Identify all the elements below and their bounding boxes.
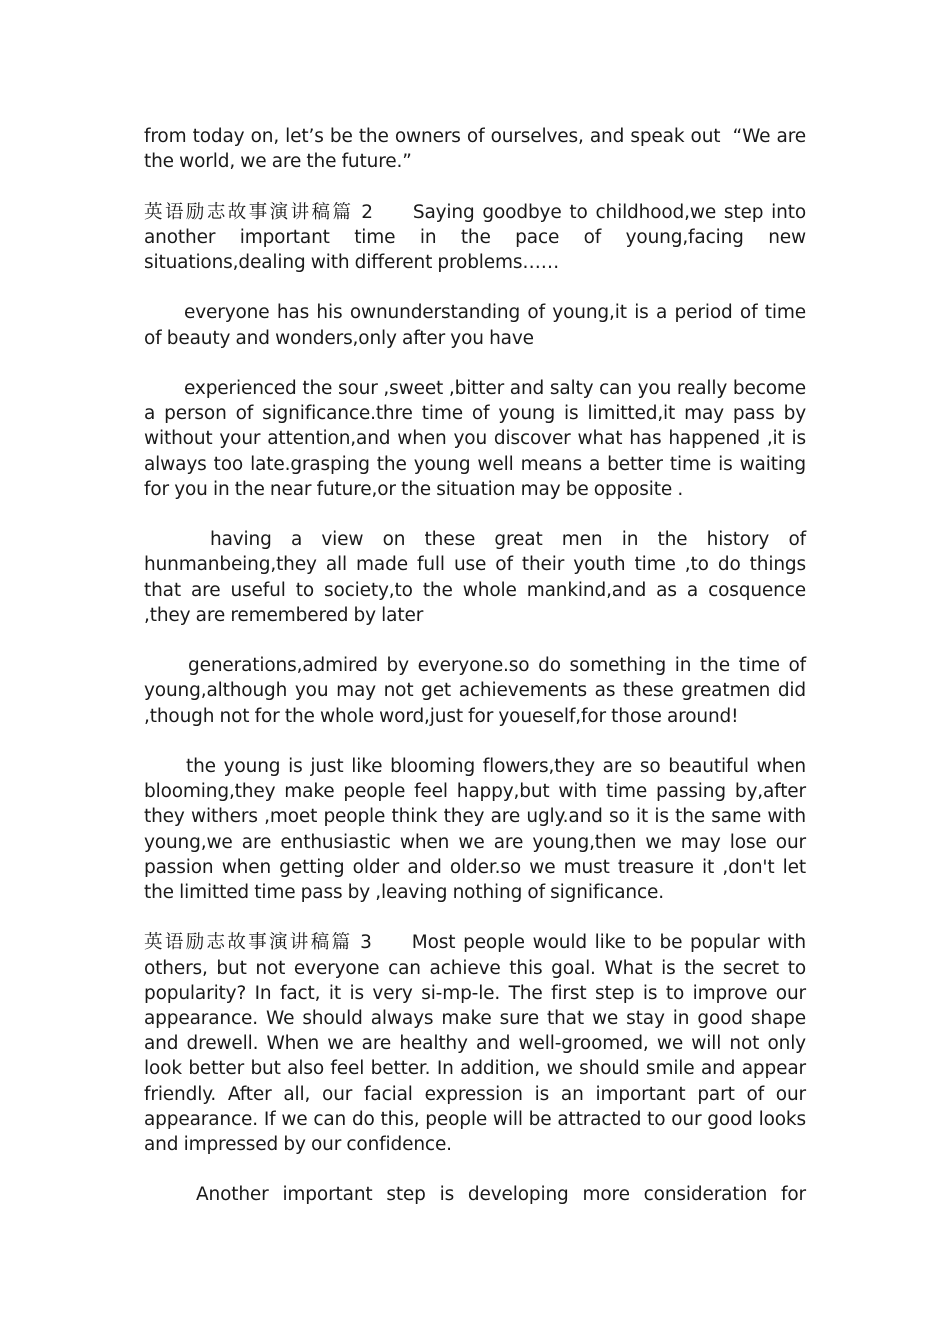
paragraph-7 — [144, 754, 806, 905]
paragraph-6 — [144, 653, 806, 729]
section-heading-2: 英语励志故事演讲稿篇 2 — [144, 201, 373, 223]
paragraph-text: generations,admired by everyone.so do something in the time of young,although you may not get achievements as these greatmen did ,though not for the whole word,just for youeself,for those around! — [144, 655, 806, 727]
paragraph-5 — [144, 527, 806, 628]
section-heading-3: 英语励志故事演讲稿篇 3 — [144, 932, 372, 954]
paragraph-text: Another important step is developing more consideration for — [196, 1184, 806, 1206]
document-page — [144, 124, 806, 1208]
paragraph-text: the young is just like blooming flowers,they are so beautiful when blooming,they make people feel happy,but with time passing by,after they withers ,moet people think they are ugly.and so it is the same with young,we are enthusiastic when we are young,then we may lose our passion when getting older and older.so we must treasure it ,don't let the limitted time pass by ,leaving nothing of significance. — [144, 755, 806, 903]
paragraph-text: experienced the sour ,sweet ,bitter and salty can you really become a person of significance.thre time of young is limitted,it may pass by without your attention,and when you discover what has happened ,it is always too late.grasping the young well means a better time is waiting for you in the near future,or the situation may be opposite . — [144, 377, 806, 500]
paragraph-2 — [144, 200, 806, 276]
paragraph-8 — [144, 930, 806, 1157]
paragraph-text: from today on, let’s be the owners of ourselves, and speak out “We are the world, we are the future.” — [144, 126, 806, 173]
paragraph-text: Most people would like to be popular with others, but not everyone can achieve this goal. What is the secret to popularity? In fact, it is very si-mp-le. The first step is to improve our appearance. We should always make sure that we stay in good shape and drewell. When we are healthy and well-groomed, we will not only look better but also feel better. In addition, we should smile and appear friendly. After all, our facial expression is an important part of our appearance. If we can do this, people will be attracted to our good looks and impressed by our confidence. — [144, 932, 806, 1156]
paragraph-1 — [144, 124, 806, 174]
paragraph-text: having a view on these great men in the history of hunmanbeing,they all made full use of their youth time ,to do things that are useful to society,to the whole mankind,and as a cosquence ,they are remembered by later — [144, 529, 806, 626]
paragraph-text: Saying goodbye to childhood,we step into another important time in the pace of young,facing new situations,dealing with different problems…… — [144, 201, 806, 273]
paragraph-9 — [144, 1182, 806, 1207]
paragraph-3 — [144, 300, 806, 350]
paragraph-text: everyone has his ownunderstanding of young,it is a period of time of beauty and wonders,only after you have — [144, 302, 806, 349]
paragraph-4 — [144, 376, 806, 502]
